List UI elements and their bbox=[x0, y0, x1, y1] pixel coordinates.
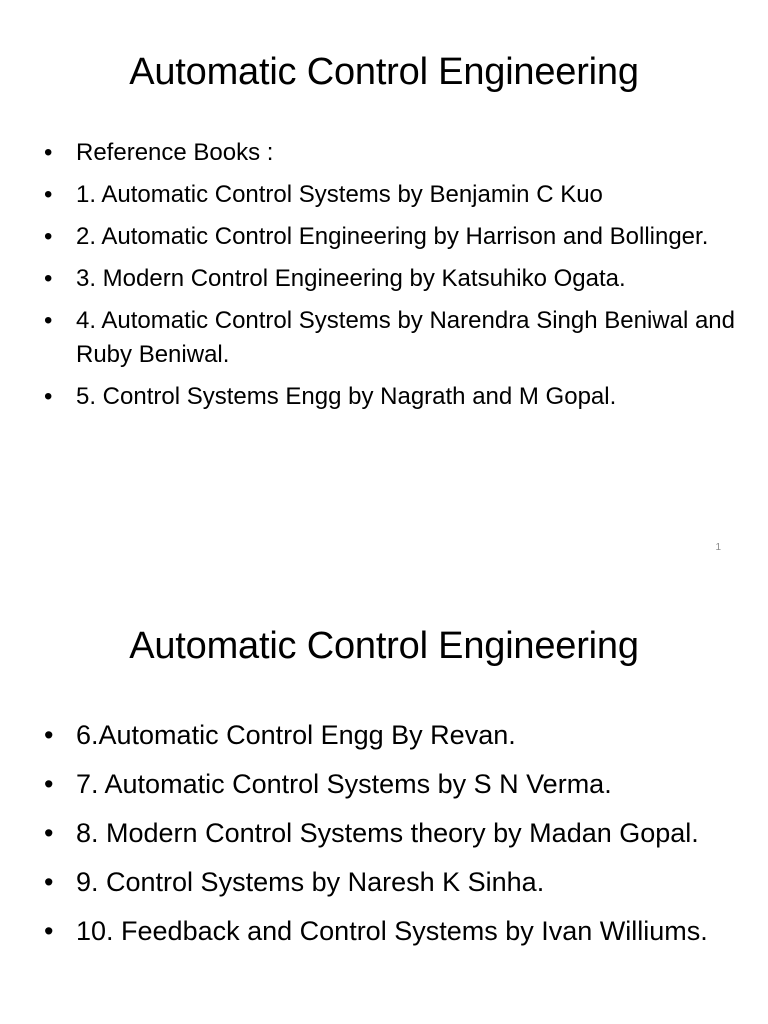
list-item-text: Reference Books : bbox=[76, 139, 274, 166]
bullet-icon: • bbox=[44, 383, 53, 410]
list-item bbox=[44, 304, 744, 372]
list-item-text: 3. Modern Control Engineering by Katsuhiko Ogata. bbox=[76, 265, 626, 292]
list-item bbox=[44, 764, 744, 805]
slide-title: Automatic Control Engineering bbox=[129, 625, 639, 667]
bullet-icon: • bbox=[44, 223, 53, 250]
list-item-text: 2. Automatic Control Engineering by Harrison and Bollinger. bbox=[76, 223, 709, 250]
bullet-icon: • bbox=[44, 307, 53, 334]
list-item bbox=[44, 813, 744, 854]
list-item bbox=[44, 262, 744, 296]
bullet-icon: • bbox=[44, 818, 54, 848]
bullet-icon: • bbox=[44, 181, 53, 208]
slide-title: Automatic Control Engineering bbox=[129, 51, 639, 93]
list-item-text: 4. Automatic Control Systems by Narendra Singh Beniwal and Ruby Beniwal. bbox=[76, 307, 736, 368]
bullet-icon: • bbox=[44, 720, 54, 750]
list-item-text: 10. Feedback and Control Systems by Ivan Williums. bbox=[76, 916, 708, 946]
list-item-text: 5. Control Systems Engg by Nagrath and M Gopal. bbox=[76, 383, 617, 410]
list-item-text: 1. Automatic Control Systems by Benjamin C Kuo bbox=[76, 181, 603, 208]
reference-list bbox=[44, 715, 744, 960]
list-item-text: 6.Automatic Control Engg By Revan. bbox=[76, 720, 516, 750]
list-item-text: 7. Automatic Control Systems by S N Verma. bbox=[76, 769, 612, 799]
bullet-icon: • bbox=[44, 867, 54, 897]
bullet-icon: • bbox=[44, 139, 53, 166]
list-item bbox=[44, 220, 744, 254]
list-item-text: 9. Control Systems by Naresh K Sinha. bbox=[76, 867, 545, 897]
slide-number: 1 bbox=[715, 542, 721, 553]
bullet-icon: • bbox=[44, 916, 54, 946]
slide-2 bbox=[0, 576, 768, 1024]
list-item bbox=[44, 380, 744, 414]
list-item-text: 8. Modern Control Systems theory by Madan Gopal. bbox=[76, 818, 699, 848]
list-item bbox=[44, 862, 744, 903]
list-item bbox=[44, 178, 744, 212]
list-item bbox=[44, 911, 744, 952]
reference-list bbox=[44, 136, 744, 422]
bullet-icon: • bbox=[44, 769, 54, 799]
bullet-icon: • bbox=[44, 265, 53, 292]
list-item bbox=[44, 715, 744, 756]
list-item bbox=[44, 136, 744, 170]
